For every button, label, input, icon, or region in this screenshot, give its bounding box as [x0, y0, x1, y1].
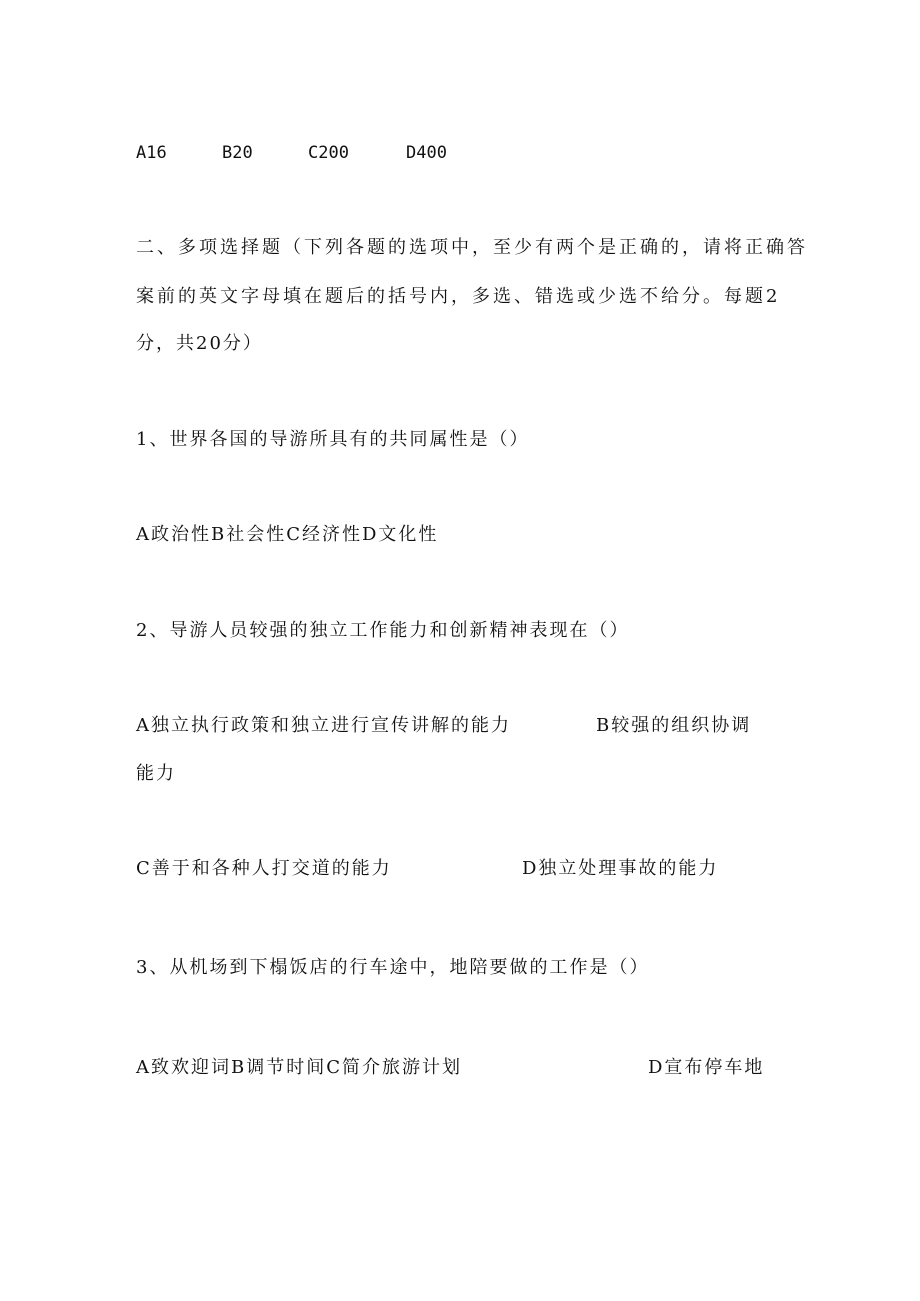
- question-3-option-d: D宣布停车地: [648, 1057, 765, 1078]
- section-two-heading-line1: 二、多项选择题（下列各题的选项中，至少有两个是正确的，请将正确答: [136, 237, 808, 258]
- question-2-option-b: B较强的组织协调: [596, 715, 752, 736]
- prev-option-d: D400: [406, 143, 447, 163]
- question-1-stem: 1、世界各国的导游所具有的共同属性是（）: [136, 429, 530, 450]
- question-1-options: A政治性B社会性C经济性D文化性: [136, 524, 439, 545]
- question-3-stem: 3、从机场到下榻饭店的行车途中，地陪要做的工作是（）: [136, 957, 650, 978]
- prev-option-c: C200: [308, 143, 349, 163]
- question-2-option-b-continued: 能力: [136, 763, 176, 784]
- question-2-option-c: C善于和各种人打交道的能力: [136, 858, 392, 879]
- prev-option-a: A16: [136, 143, 167, 163]
- prev-option-b: B20: [222, 143, 253, 163]
- question-2-option-a: A独立执行政策和独立进行宣传讲解的能力: [136, 715, 511, 736]
- question-2-option-d: D独立处理事故的能力: [522, 858, 719, 879]
- question-3-options-abc: A致欢迎词B调节时间C简介旅游计划: [136, 1057, 462, 1078]
- section-two-heading-line3: 分，共20分）: [136, 333, 263, 354]
- question-2-stem: 2、导游人员较强的独立工作能力和创新精神表现在（）: [136, 620, 630, 641]
- section-two-heading-line2: 案前的英文字母填在题后的括号内，多选、错选或少选不给分。每题2: [136, 286, 781, 307]
